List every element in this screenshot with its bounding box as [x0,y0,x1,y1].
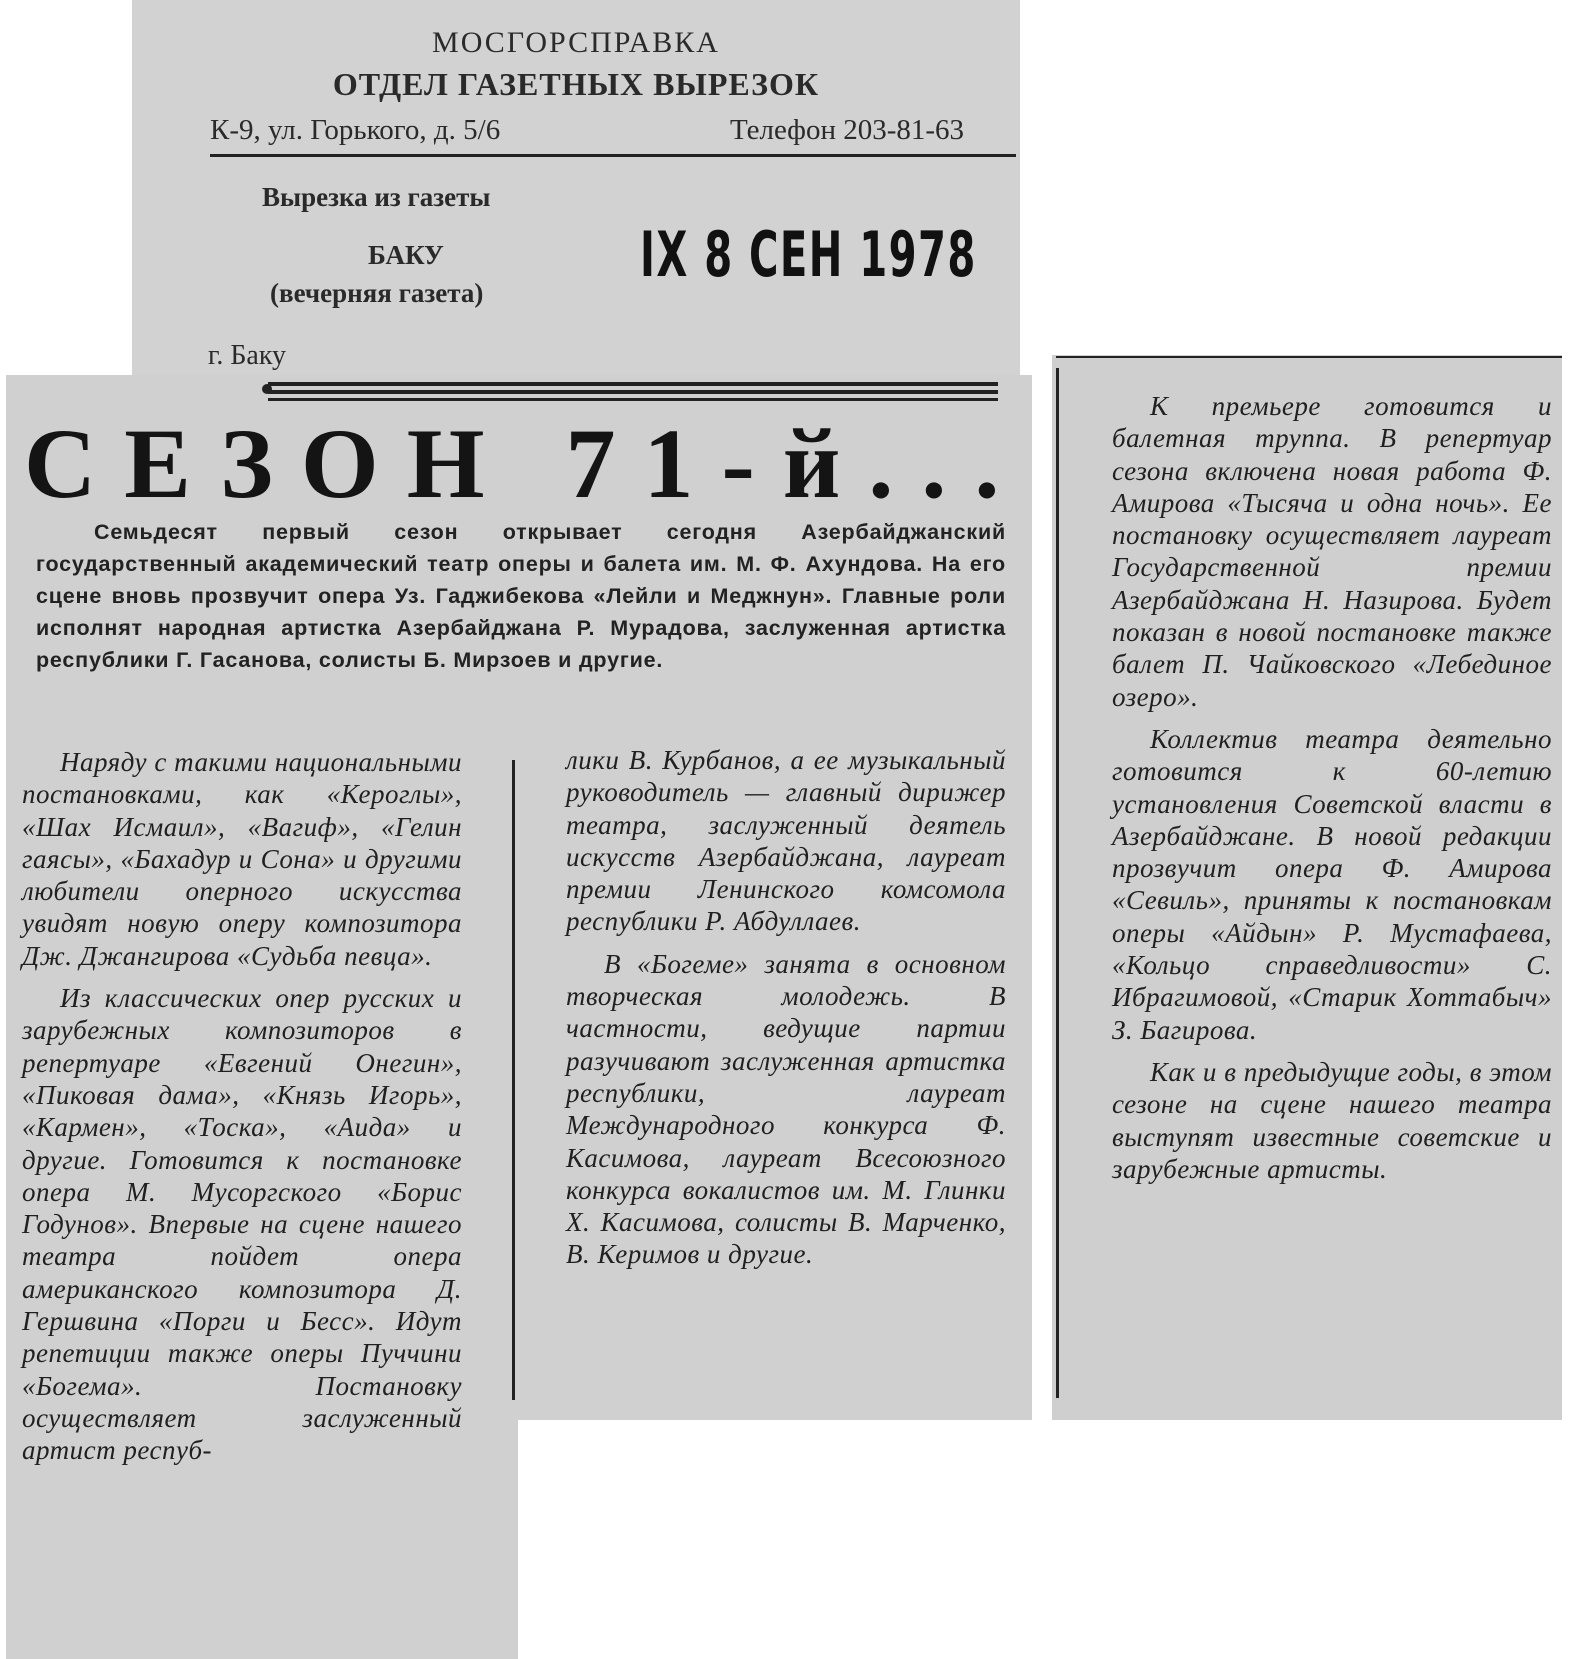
article-column-3 [1112,390,1552,1195]
rule-dot-ornament [262,384,272,394]
right-column-top-rule [1056,356,1562,358]
article-headline: СЕЗОН 71-й... [24,408,1028,519]
header-divider [210,154,1016,157]
paragraph: К премьере готовится и балетная труппа. В репертуар сезона включена новая работа Ф. Амирова «Тысяча и одна ночь». Ее постановку осуществляет лауреат Государственной премии Азербайджана Н. Назирова. Будет показан в новой постановке также балет П. Чайковского «Лебединое озеро». [1112,391,1552,712]
article-lead: Семьдесят первый сезон открывает сегодня Азербайджанский государственный академический театр оперы и балета им. М. Ф. Ахундова. На его сцене вновь прозвучит опера Уз. Гаджибекова «Лейли и Меджнун». Главные роли исполнят народная артистка Азербайджана Р. Мурадова, заслуженная артистка республики Г. Гасанова, солисты Б. Мирзоев и другие. [36,520,1006,672]
article-column-2 [566,744,1006,1281]
paragraph: Наряду с такими национальными постановками, как «Кероглы», «Шах Исмаил», «Вагиф», «Гелин гаясы», «Бахадур и Сона» и другими любители оперного искусства увидят новую оперу композитора Дж. Джангирова «Судьба певца». [22,747,462,971]
paragraph: Коллектив театра деятельно готовится к 60-летию установления Советской власти в Азербайджане. В новой редакции прозвучит опера Ф. Амирова «Севиль», приняты к постановкам оперы «Айдын» Р. Мустафаева, «Кольцо справедливости» С. Ибрагимовой, «Старик Хоттабыч» З. Багирова. [1112,723,1552,1045]
department-name: ОТДЕЛ ГАЗЕТНЫХ ВЫРЕЗОК [332,66,820,102]
paragraph: лики В. Курбанов, а ее музыкальный руководитель — главный дирижер театра, заслуженный деятель искусств Азербайджана, лауреат премии Ленинского комсомола республики Р. Абдуллаев. [566,745,1006,937]
article-column-1 [22,746,462,1477]
bureau-phone: Телефон 203-81-63 [730,114,965,146]
newspaper-subtitle: (вечерняя газета) [270,278,484,308]
column-divider [512,760,515,1400]
newspaper-name: БАКУ [368,240,444,270]
agency-name: МОСГОРСПРАВКА [432,26,720,59]
newspaper-city: г. Баку [208,340,287,371]
paragraph: Из классических опер русских и зарубежных композиторов в репертуаре «Евгений Онегин», «Пиковая дама», «Князь Игорь», «Кармен», «Тоска», «Аида» и другие. Готовится к постановке опера М. Мусоргского «Борис Годунов». Впервые на сцене нашего театра пойдет опера американского композитора Д. Гершвина «Порги и Бесс». Идут репетиции также оперы Пуччини «Богема». Постановку осуществляет заслуженный артист респуб- [22,983,462,1466]
headline-top-rule [268,398,998,401]
bureau-address: К-9, ул. Горького, д. 5/6 [210,114,501,146]
headline-top-rule [268,382,998,386]
paragraph: В «Богеме» занята в основном творческая молодежь. В частности, ведущие партии разучивают заслуженная артистка республики, лауреат Международного конкурса Ф. Касимова, лауреат Всесоюзного конкурса вокалистов им. М. Глинки Х. Касимова, солисты В. Марченко, В. Керимов и другие. [566,948,1006,1270]
headline-top-rule [268,390,998,394]
clip-source-label: Вырезка из газеты [262,182,491,212]
paragraph: Как и в предыдущие годы, в этом сезоне на сцене нашего театра выступят известные советские и зарубежные артисты. [1112,1056,1552,1184]
column-divider [1056,368,1059,1398]
date-stamp: IX 8 СЕН 1978 [640,218,977,291]
